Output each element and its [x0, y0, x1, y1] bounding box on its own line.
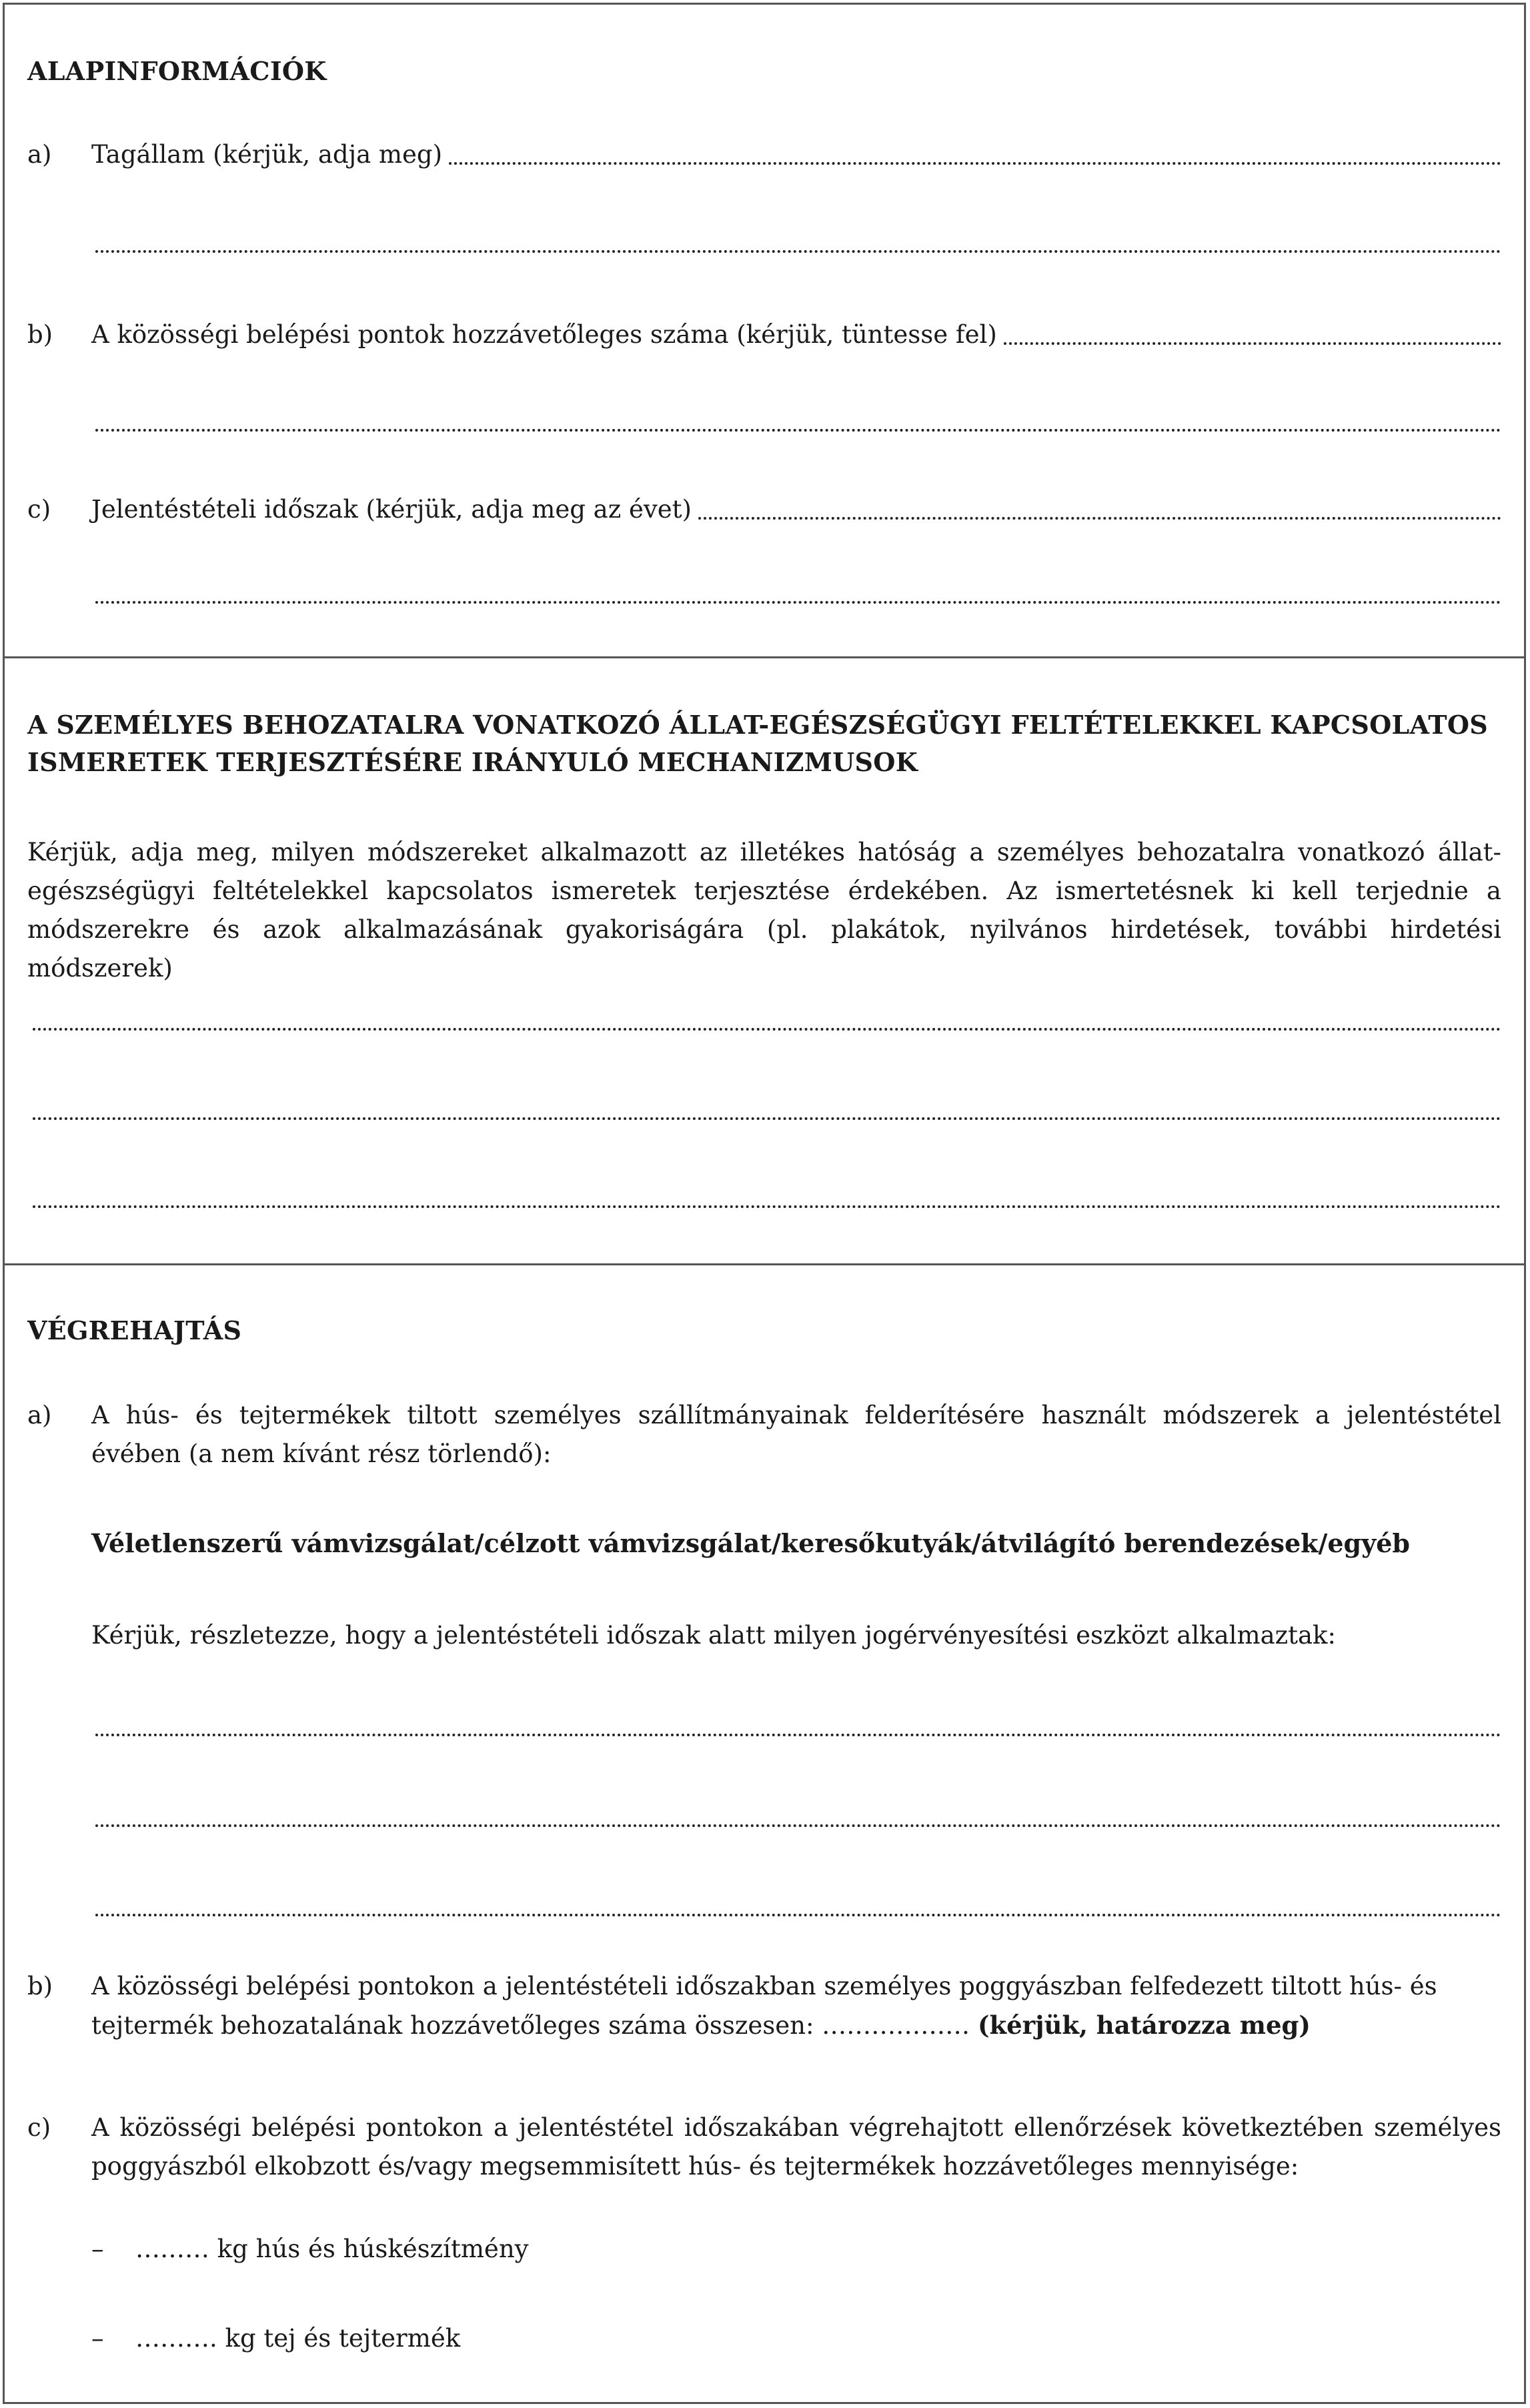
seizure-count-note: (kérjük, határozza meg): [977, 2010, 1311, 2040]
entry-points-label: A közösségi belépési pontok hozzávetőleges száma (kérjük, tüntesse fel): [91, 320, 997, 349]
enforcement-section: [5, 1265, 1524, 2402]
entry-points-input[interactable]: [1004, 342, 1501, 345]
enforcement-heading: VÉGREHAJTÁS: [27, 1315, 242, 1345]
mechanisms-section: [5, 658, 1524, 1265]
mechanisms-line-3[interactable]: [33, 1205, 1501, 1208]
enforcement-detail-prompt: Kérjük, részletezze, hogy a jelentéstételi időszak alatt milyen jogérvényesítési eszközt alkalmaztak:: [91, 1621, 1336, 1650]
milk-quantity-row: [135, 2319, 460, 2358]
basic-info-heading: ALAPINFORMÁCIÓK: [27, 56, 327, 86]
mechanisms-heading: A SZEMÉLYES BEHOZATALRA VONATKOZÓ ÁLLAT-EGÉSZSÉGÜGYI FELTÉTELEKKEL KAPCSOLATOS ISMERETEK TERJESZTÉSÉRE IRÁNYULÓ MECHANIZMUSOK: [27, 710, 1488, 777]
item-a-marker: a): [27, 140, 52, 169]
enforcement-b-marker: b): [27, 1972, 53, 2000]
reporting-period-line-2[interactable]: [95, 601, 1501, 604]
seized-quantity-text: A közösségi belépési pontokon a jelentéstétel időszakában végrehajtott ellenőrzések következtében személyes poggyászból elkobzott és/vagy megsemmisített hús- és tejtermékek hozzávetőleges mennyisége:: [91, 2113, 1501, 2181]
enforcement-detail-line-2[interactable]: [95, 1824, 1501, 1827]
enforcement-detail-line-3[interactable]: [95, 1914, 1501, 1916]
seizure-count-input[interactable]: ………………: [822, 2011, 970, 2040]
reporting-period-label: Jelentéstételi időszak (kérjük, adja meg az évet): [91, 495, 692, 524]
form-frame: [3, 3, 1526, 2404]
member-state-label: Tagállam (kérjük, adja meg): [91, 140, 443, 169]
enforcement-c-marker: c): [27, 2113, 51, 2142]
meat-quantity-dash: –: [91, 2235, 104, 2263]
seizure-count-text: A közösségi belépési pontokon a jelentéstételi időszakban személyes poggyászban felfedezett tiltott hús- és tejtermék behozatalának hozzávetőleges száma összesen:: [91, 1972, 1437, 2040]
mechanisms-line-1[interactable]: [33, 1028, 1501, 1031]
mechanisms-line-2[interactable]: [33, 1117, 1501, 1120]
detection-methods-options[interactable]: Véletlenszerű vámvizsgálat/célzott vámvizsgálat/keresőkutyák/átvilágító berendezések/egyéb: [91, 1528, 1410, 1558]
enforcement-detail-line-1[interactable]: [95, 1734, 1501, 1736]
item-c-marker: c): [27, 495, 51, 524]
member-state-line-2[interactable]: [95, 250, 1501, 253]
basic-info-section: [5, 5, 1524, 658]
detection-methods-text: A hús- és tejtermékek tiltott személyes szállítmányainak felderítésére használt módszerek a jelentéstétel évében (a nem kívánt rész törlendő):: [91, 1401, 1501, 1468]
entry-points-row: [91, 316, 1501, 354]
item-b-marker: b): [27, 320, 53, 349]
meat-quantity-label: kg hús és húskészítmény: [217, 2235, 529, 2263]
meat-quantity-row: [135, 2230, 529, 2269]
mechanisms-description: Kérjük, adja meg, milyen módszereket alkalmazott az illetékes hatóság a személyes behozatalra vonatkozó állat-egészségügyi feltételekkel kapcsolatos ismeretek terjesztése érdekében. Az ismertetésnek ki kell terjednie a módszerekre és azok alkalmazásának gyakoriságára (pl. plakátok, nyilvános hirdetések, további hirdetési módszerek): [27, 838, 1501, 983]
milk-quantity-dash: –: [91, 2324, 104, 2353]
milk-quantity-label: kg tej és tejtermék: [225, 2324, 461, 2353]
entry-points-line-2[interactable]: [95, 429, 1501, 432]
reporting-period-input[interactable]: [698, 517, 1501, 520]
seizure-count-paragraph: [91, 1967, 1501, 2045]
member-state-input[interactable]: [449, 162, 1501, 165]
enforcement-a-marker: a): [27, 1401, 52, 1429]
reporting-period-row: [91, 490, 1501, 529]
milk-quantity-input[interactable]: ……….: [135, 2324, 217, 2353]
meat-quantity-input[interactable]: ………: [135, 2235, 209, 2263]
member-state-row: [91, 135, 1501, 174]
